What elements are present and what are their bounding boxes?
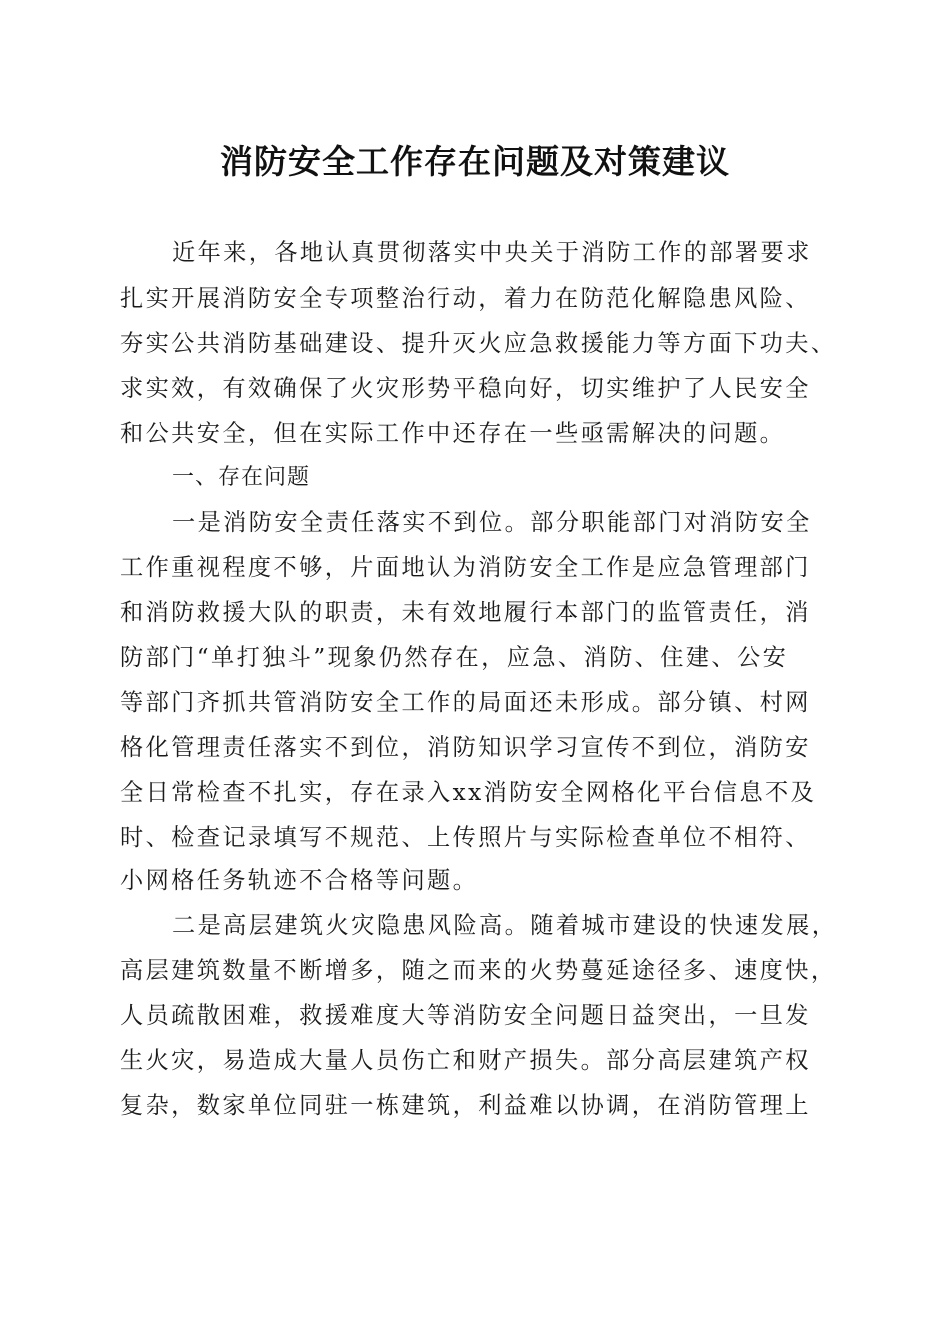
point2-first-line — [172, 911, 837, 941]
point1-line-5: 等部门齐抓共管消防安全工作的局面还未形成。部分镇、村网 — [120, 689, 811, 716]
point1-lead: 一是消防安全责任落实不到位。 — [172, 509, 531, 536]
point2-line-3: 人员疏散困难，救援难度大等消防安全问题日益突出，一旦发 — [120, 1002, 811, 1029]
point1-line-3: 和消防救援大队的职责，未有效地履行本部门的监管责任，消 — [120, 599, 811, 626]
point1-line-6: 格化管理责任落实不到位，消防知识学习宣传不到位，消防安 — [120, 734, 811, 761]
point1-line-2: 工作重视程度不够，片面地认为消防安全工作是应急管理部门 — [120, 554, 811, 581]
intro-line-4: 求实效，有效确保了火灾形势平稳向好，切实维护了人民安全 — [120, 375, 811, 402]
intro-line-5: 和公共安全，但在实际工作中还存在一些亟需解决的问题。 — [120, 420, 786, 447]
point2-line-2: 高层建筑数量不断增多，随之而来的火势蔓延途径多、速度快， — [120, 957, 837, 984]
point1-first-line — [172, 508, 812, 538]
point2-first-rest: 随着城市建设的快速发展， — [530, 912, 838, 939]
intro-line-2: 扎实开展消防安全专项整治行动，着力在防范化解隐患风险、 — [120, 285, 811, 312]
document-title: 消防安全工作存在问题及对策建议 — [220, 142, 730, 181]
point1-line-9: 小网格任务轨迹不合格等问题。 — [120, 867, 479, 894]
point1-line-4: 防部门“单打独斗”现象仍然存在，应急、消防、住建、公安 — [120, 644, 789, 671]
point1-line-8: 时、检查记录填写不规范、上传照片与实际检查单位不相符、 — [120, 824, 811, 851]
point2-line-4: 生火灾，易造成大量人员伤亡和财产损失。部分高层建筑产权 — [120, 1047, 811, 1074]
point2-line-5: 复杂，数家单位同驻一栋建筑，利益难以协调，在消防管理上 — [120, 1092, 811, 1119]
point2-lead: 二是高层建筑火灾隐患风险高。 — [172, 912, 531, 939]
point1-line-7: 全日常检查不扎实，存在录入xx消防安全网格化平台信息不及 — [120, 779, 817, 806]
intro-line-1: 近年来，各地认真贯彻落实中央关于消防工作的部署要求 — [172, 239, 812, 266]
intro-line-3: 夯实公共消防基础建设、提升灭火应急救援能力等方面下功夫、 — [120, 330, 837, 357]
point1-first-rest: 部分职能部门对消防安全 — [530, 509, 812, 536]
section-heading-problems: 一、存在问题 — [172, 465, 311, 490]
